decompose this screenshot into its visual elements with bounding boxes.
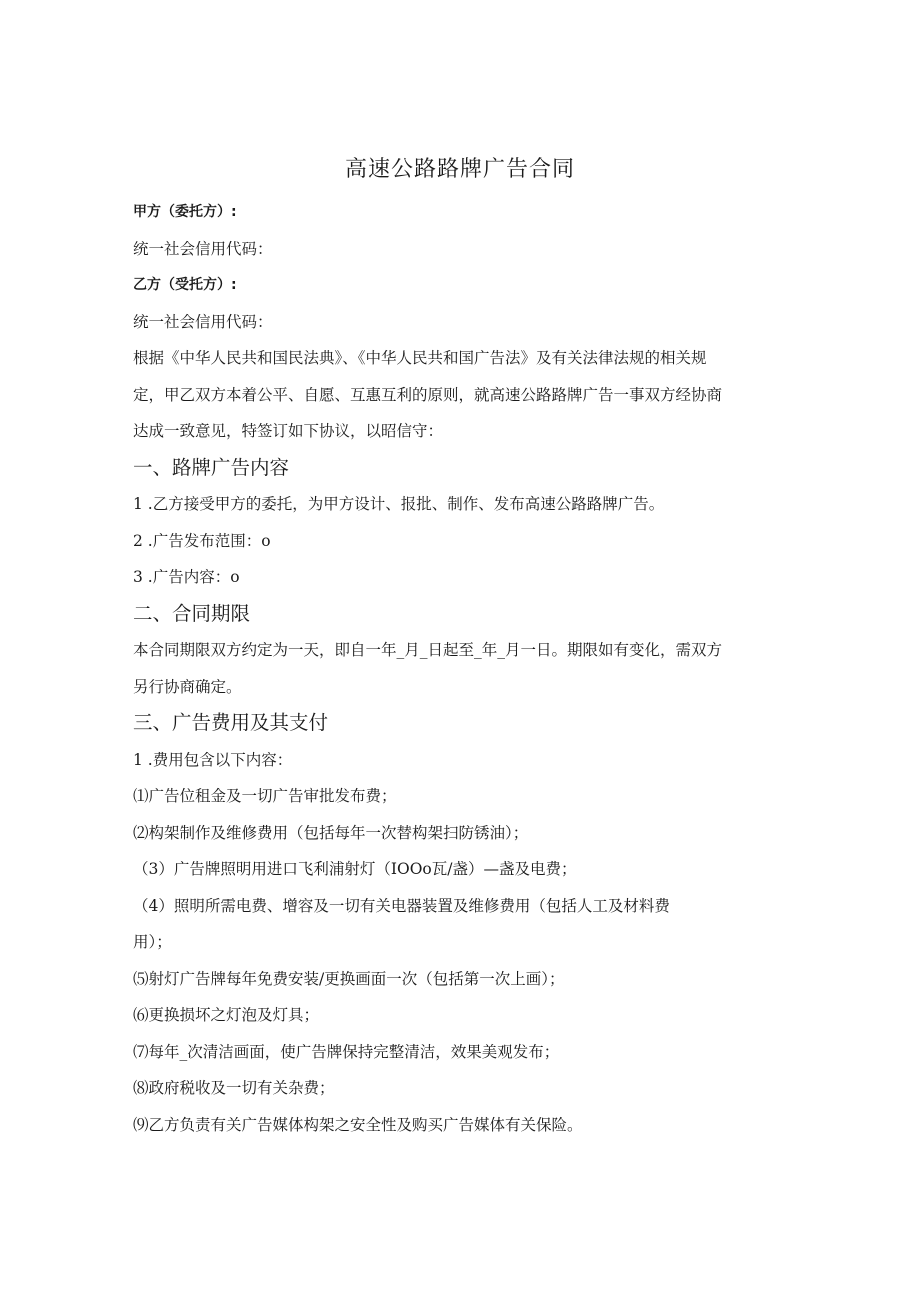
fees-subitem-9: ⑼乙方负责有关广告媒体构架之安全性及购买广告媒体有关保险。 (133, 1115, 583, 1134)
preamble-line-2: 定，甲乙双方本着公平、自愿、互惠互利的原则，就高速公路路牌广告一事双方经协商 (133, 385, 723, 404)
party-a-credit-code: 统一社会信用代码： (133, 239, 273, 258)
fees-subitem-4-cont: 用）； (133, 933, 172, 951)
section-heading-content: 一、路牌广告内容 (133, 455, 290, 479)
fees-subitem-8: ⑻政府税收及一切有关杂费； (133, 1079, 335, 1097)
section-heading-term: 二、合同期限 (133, 601, 251, 625)
fees-subitem-4: （4）照明所需电费、增容及一切有关电器装置及维修费用（包括人工及材料费 (133, 896, 670, 915)
fees-subitem-3: （3）广告牌照明用进口飞利浦射灯（IOOo瓦/盏）—盏及电费； (133, 860, 577, 878)
term-line-2: 另行协商确定。 (133, 677, 242, 696)
party-b-label: 乙方（受托方）: (133, 277, 237, 293)
fees-item-1: 1 .费用包含以下内容： (133, 750, 293, 769)
fees-subitem-7: ⑺每年_次清洁画面，使广告牌保持完整清洁，效果美观发布； (133, 1042, 560, 1061)
preamble-line-1: 根据《中华人民共和国民法典》、《中华人民共和国广告法》及有关法律法规的相关规 (133, 349, 707, 367)
content-item-3: 3 .广告内容：o (133, 568, 240, 586)
fees-subitem-1: ⑴广告位租金及一切广告审批发布费； (133, 787, 397, 805)
document-title: 高速公路路牌广告合同 (344, 157, 575, 182)
fees-subitem-2: ⑵构架制作及维修费用（包括每年一次替构架扫防锈油）； (133, 823, 529, 842)
term-line-1: 本合同期限双方约定为一天，即自一年_月_日起至_年_月一日。期限如有变化，需双方 (133, 641, 723, 659)
fees-subitem-5: ⑸射灯广告牌每年免费安装/更换画面一次（包括第一次上画）； (133, 969, 565, 988)
content-item-2: 2 .广告发布范围：o (133, 531, 271, 550)
party-a-label: 甲方（委托方）: (133, 204, 237, 220)
section-heading-fees: 三、广告费用及其支付 (133, 711, 329, 734)
preamble-line-3: 达成一致意见，特签订如下协议，以昭信守： (133, 422, 444, 440)
document-body (133, 194, 793, 1143)
fees-subitem-6: ⑹更换损坏之灯泡及灯具； (133, 1006, 320, 1024)
party-b-credit-code: 统一社会信用代码： (133, 312, 273, 331)
content-item-1: 1 .乙方接受甲方的委托，为甲方设计、报批、制作、发布高速公路路牌广告。 (133, 495, 665, 513)
